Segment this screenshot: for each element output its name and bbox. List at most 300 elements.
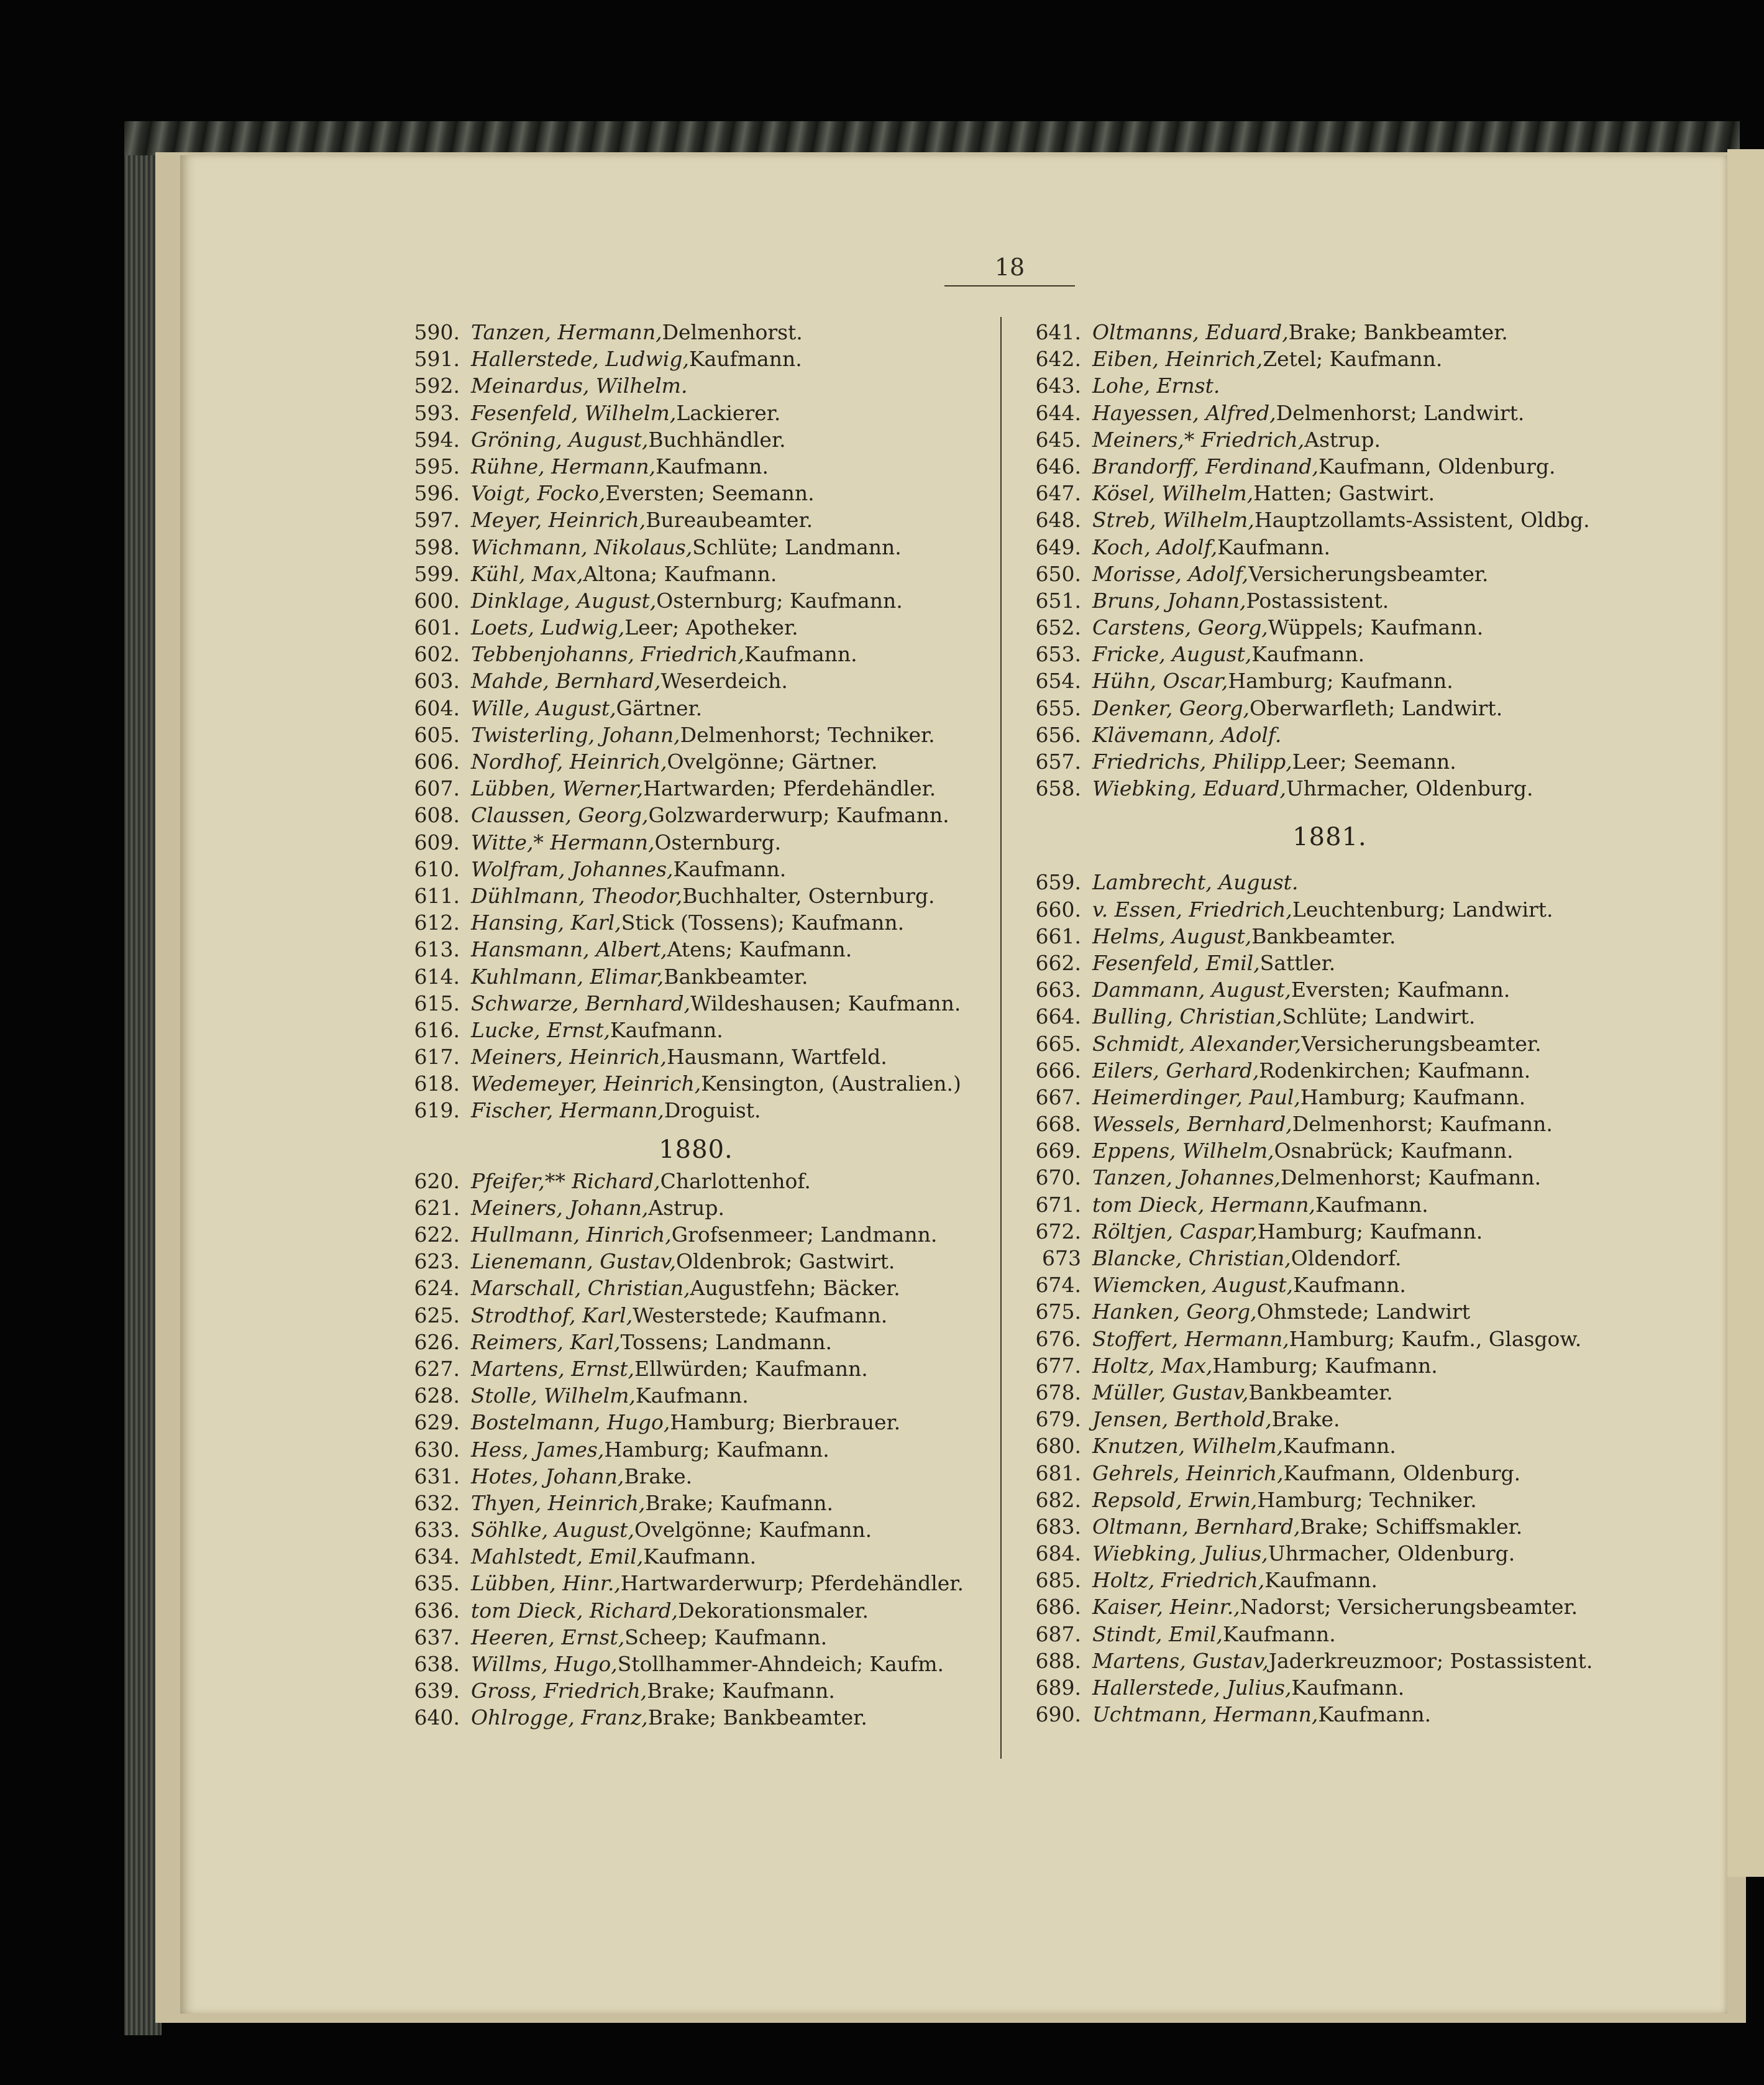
entry-details: Grofsenmeer; Landmann. — [671, 1222, 938, 1247]
entry-number: 657. — [1035, 749, 1081, 774]
list-item — [398, 506, 994, 533]
entry-details: Hamburg; Kaufm., Glasgow. — [1289, 1326, 1582, 1351]
list-item — [398, 426, 994, 453]
entry-number: 684. — [1035, 1541, 1081, 1566]
entry-details: Altona; Kaufmann. — [583, 561, 777, 586]
list-item — [398, 1436, 994, 1463]
list-item — [398, 1382, 994, 1409]
entry-number: 685. — [1035, 1568, 1081, 1593]
entry-number: 651. — [1035, 588, 1081, 613]
entry-name: Wiemcken, August, — [1092, 1273, 1294, 1298]
entry-name: Hühn, Oscar, — [1092, 669, 1228, 694]
list-item — [1019, 1674, 1640, 1701]
entry-details: Kaufmann. — [1283, 1434, 1396, 1459]
entry-name: Meiners, Johann, — [471, 1195, 649, 1220]
entry-number: 677. — [1035, 1353, 1081, 1378]
entry-number: 662. — [1035, 950, 1081, 975]
list-item — [398, 909, 994, 936]
entry-name: Eilers, Gerhard, — [1092, 1058, 1259, 1083]
entry-details: Osternburg; Kaufmann. — [656, 588, 903, 613]
entry-name: Stindt, Emil, — [1092, 1621, 1223, 1646]
entry-details: Hamburg; Kaufmann. — [1212, 1353, 1438, 1378]
list-item — [398, 1248, 994, 1275]
list-item — [398, 722, 994, 748]
entry-name: Hess, James, — [471, 1437, 605, 1462]
entry-details: Zetel; Kaufmann. — [1263, 347, 1443, 372]
entry-number: 654. — [1035, 669, 1081, 694]
list-item — [398, 480, 994, 506]
entry-name: Martens, Gustav, — [1092, 1648, 1269, 1673]
entry-name: Gross, Friedrich, — [471, 1679, 647, 1703]
list-item — [1019, 1593, 1640, 1620]
entry-details: Nadorst; Versicherungsbeamter. — [1240, 1595, 1578, 1620]
list-item — [1019, 319, 1640, 346]
entry-name: Marschall, Christian, — [471, 1276, 690, 1301]
list-item — [398, 856, 994, 882]
entry-number: 607. — [414, 776, 460, 801]
entry-name: Söhlke, August, — [471, 1518, 634, 1542]
entry-name: Gehrels, Heinrich, — [1092, 1460, 1284, 1485]
list-item — [1019, 667, 1640, 694]
entry-number: 627. — [414, 1356, 460, 1381]
list-item — [398, 1355, 994, 1382]
entry-number: 629. — [414, 1410, 460, 1435]
list-item — [1019, 869, 1640, 896]
entry-details: Kaufmann, Oldenburg. — [1283, 1460, 1521, 1485]
list-item — [1019, 1030, 1640, 1057]
list-item — [398, 1194, 994, 1221]
list-item — [398, 1543, 994, 1570]
list-item — [1019, 1111, 1640, 1137]
entry-number: 630. — [414, 1437, 460, 1462]
entry-name: Voigt, Focko, — [471, 481, 606, 506]
entry-name: v. Essen, Friedrich, — [1092, 897, 1292, 922]
entry-details: Hartwarderwurp; Pferdehändler. — [620, 1571, 964, 1596]
entry-details: Kaufmann. — [1251, 642, 1365, 667]
entry-details: Droguist. — [664, 1098, 761, 1123]
entry-details: Leuchtenburg; Landwirt. — [1292, 897, 1553, 922]
list-item — [398, 963, 994, 990]
list-item — [1019, 722, 1640, 748]
entry-name: Kühl, Max, — [471, 561, 583, 586]
list-item — [398, 990, 994, 1017]
entry-number: 610. — [414, 856, 460, 881]
entry-name: Heimerdinger, Paul, — [1092, 1084, 1300, 1109]
entry-number: 618. — [414, 1071, 460, 1096]
entry-name: Morisse, Adolf, — [1092, 561, 1249, 586]
entry-name: Repsold, Erwin, — [1092, 1487, 1258, 1512]
entry-number: 624. — [414, 1276, 460, 1301]
entry-details: Delmenhorst; Techniker. — [680, 722, 935, 747]
list-item — [398, 561, 994, 587]
entry-name: Eiben, Heinrich, — [1092, 347, 1263, 372]
entry-details: Kaufmann. — [643, 1544, 757, 1569]
list-item — [398, 641, 994, 667]
entry-number: 615. — [414, 991, 460, 1015]
entry-number: 687. — [1035, 1621, 1081, 1646]
entry-name: Fesenfeld, Emil, — [1092, 950, 1260, 975]
entry-details: Kaufmann. — [1223, 1621, 1336, 1646]
entry-details: Kaufmann, Oldenburg. — [1318, 454, 1556, 479]
entry-number: 671. — [1035, 1192, 1081, 1217]
entry-name: Hansmann, Albert, — [471, 937, 667, 962]
list-item — [1019, 1460, 1640, 1487]
entry-details: Kaufmann. — [656, 454, 769, 479]
list-item — [398, 748, 994, 775]
list-item — [398, 453, 994, 480]
list-item — [1019, 1057, 1640, 1084]
entry-name: Meyer, Heinrich, — [471, 508, 646, 533]
entry-details: Kaufmann. — [744, 642, 857, 667]
entry-name: Fesenfeld, Wilhelm, — [471, 400, 677, 425]
entry-details: Leer; Seemann. — [1292, 749, 1456, 774]
entry-number: 689. — [1035, 1675, 1081, 1700]
entry-number: 653. — [1035, 642, 1081, 667]
entry-number: 616. — [414, 1017, 460, 1042]
entry-number: 676. — [1035, 1326, 1081, 1351]
entry-number: 593. — [414, 400, 460, 425]
left-column — [398, 319, 994, 1731]
entry-name: Willms, Hugo, — [471, 1652, 618, 1676]
list-item — [398, 1275, 994, 1301]
entry-number: 611. — [414, 883, 460, 908]
entry-name: tom Dieck, Hermann, — [1092, 1192, 1315, 1217]
entry-name: Lübben, Werner, — [471, 776, 644, 801]
entry-name: Wille, August, — [471, 695, 616, 720]
entry-number: 598. — [414, 534, 460, 559]
entry-details: Hamburg; Kaufmann. — [1228, 669, 1453, 694]
list-item — [1019, 1137, 1640, 1164]
entry-number: 602. — [414, 642, 460, 667]
list-item — [1019, 775, 1640, 802]
entry-name: Lohe, Ernst. — [1092, 373, 1220, 398]
entry-name: Wedemeyer, Heinrich, — [471, 1071, 701, 1096]
entry-number: 609. — [414, 830, 460, 855]
entry-name: Bulling, Christian, — [1092, 1004, 1282, 1029]
entry-number: 649. — [1035, 534, 1081, 559]
entry-number: 683. — [1035, 1514, 1081, 1539]
entry-name: Hallerstede, Julius, — [1092, 1675, 1292, 1700]
entry-name: Lienemann, Gustav, — [471, 1249, 676, 1274]
entry-number: 679. — [1035, 1407, 1081, 1432]
entry-name: Dammann, August, — [1092, 978, 1292, 1002]
entry-details: Brake; Kaufmann. — [645, 1490, 833, 1515]
entry-number: 663. — [1035, 978, 1081, 1002]
entry-number: 652. — [1035, 615, 1081, 640]
entry-name: tom Dieck, Richard, — [471, 1598, 679, 1623]
entry-details: Bureaubeamter. — [646, 508, 813, 533]
entry-name: Kaiser, Heinr., — [1092, 1595, 1240, 1620]
entry-number: 597. — [414, 508, 460, 533]
entry-number: 605. — [414, 722, 460, 747]
list-item — [1019, 1701, 1640, 1728]
entry-details: Stollhammer-Ahndeich; Kaufm. — [617, 1652, 944, 1676]
list-item — [398, 400, 994, 426]
list-item — [398, 1490, 994, 1516]
list-item — [398, 1043, 994, 1070]
entry-number: 622. — [414, 1222, 460, 1247]
list-item — [1019, 400, 1640, 426]
list-item — [398, 346, 994, 372]
entry-name: Mahlstedt, Emil, — [471, 1544, 644, 1569]
entry-number: 659. — [1035, 870, 1081, 895]
entry-name: Strodthof, Karl, — [471, 1303, 633, 1327]
entry-number: 603. — [414, 669, 460, 694]
entry-details: Delmenhorst; Kaufmann. — [1292, 1112, 1553, 1137]
entry-details: Brake. — [624, 1464, 693, 1488]
entry-number: 690. — [1035, 1702, 1081, 1727]
list-item — [1019, 1379, 1640, 1406]
entry-details: Leer; Apotheker. — [624, 615, 798, 640]
entry-name: Wichmann, Nikolaus, — [471, 534, 693, 559]
entry-number: 633. — [414, 1518, 460, 1542]
entry-name: Holtz, Max, — [1092, 1353, 1213, 1378]
entry-name: Hansing, Karl, — [471, 910, 621, 935]
entry-name: Rühne, Hermann, — [471, 454, 656, 479]
list-item — [1019, 1567, 1640, 1593]
entry-details: Osternburg. — [654, 830, 782, 855]
entry-number: 612. — [414, 910, 460, 935]
entry-details: Hamburg; Bierbrauer. — [670, 1410, 901, 1435]
entry-details: Lackierer. — [676, 400, 781, 425]
entry-name: Schmidt, Alexander, — [1092, 1031, 1302, 1056]
list-item — [1019, 1191, 1640, 1218]
entry-name: Lambrecht, August. — [1092, 870, 1299, 895]
entry-details: Versicherungsbeamter. — [1301, 1031, 1542, 1056]
list-item — [1019, 1326, 1640, 1352]
entry-number: 634. — [414, 1544, 460, 1569]
entry-number: 637. — [414, 1624, 460, 1649]
entry-details: Ohmstede; Landwirt — [1256, 1299, 1471, 1324]
entry-name: Heeren, Ernst, — [471, 1624, 625, 1649]
list-item — [398, 1017, 994, 1043]
entry-details: Oldendorf. — [1291, 1246, 1402, 1270]
entry-details: Oldenbrok; Gastwirt. — [675, 1249, 895, 1274]
entry-name: Hayessen, Alfred, — [1092, 400, 1276, 425]
list-item — [1019, 1352, 1640, 1379]
list-item — [1019, 748, 1640, 775]
entry-details: Kaufmann. — [1291, 1675, 1405, 1700]
entry-details: Uhrmacher, Oldenburg. — [1286, 776, 1533, 801]
entry-name: Blancke, Christian, — [1092, 1246, 1291, 1270]
list-item — [1019, 1298, 1640, 1325]
list-item — [1019, 1003, 1640, 1030]
entry-details: Bankbeamter. — [1251, 923, 1396, 948]
entry-name: Wiebking, Julius, — [1092, 1541, 1268, 1566]
entry-name: Thyen, Heinrich, — [471, 1490, 646, 1515]
entry-name: Röltjen, Caspar, — [1092, 1219, 1258, 1244]
entry-name: Nordhof, Heinrich, — [471, 749, 667, 774]
entry-name: Müller, Gustav, — [1092, 1380, 1249, 1405]
entry-details: Hamburg; Kaufmann. — [1300, 1084, 1526, 1109]
list-item — [398, 319, 994, 346]
entry-number: 643. — [1035, 373, 1081, 398]
entry-number: 678. — [1035, 1380, 1081, 1405]
entry-number: 596. — [414, 481, 460, 506]
entry-number: 660. — [1035, 897, 1081, 922]
entry-details: Kaufmann. — [1315, 1192, 1428, 1217]
entry-details: Kensington, (Australien.) — [701, 1071, 961, 1096]
entry-number: 625. — [414, 1303, 460, 1327]
entry-details: Postassistent. — [1246, 588, 1389, 613]
entry-details: Kaufmann. — [688, 347, 802, 372]
entry-number: 591. — [414, 347, 460, 372]
entry-name: Loets, Ludwig, — [471, 615, 625, 640]
list-item — [1019, 614, 1640, 641]
entry-details: Rodenkirchen; Kaufmann. — [1259, 1058, 1531, 1083]
entry-number: 636. — [414, 1598, 460, 1623]
entry-number: 619. — [414, 1098, 460, 1123]
entry-name: Mahde, Bernhard, — [471, 669, 661, 694]
list-item — [398, 1409, 994, 1436]
entry-number: 666. — [1035, 1058, 1081, 1083]
list-item — [1019, 372, 1640, 399]
entry-details: Uhrmacher, Oldenburg. — [1268, 1541, 1515, 1566]
list-item — [398, 1221, 994, 1248]
entry-number: 681. — [1035, 1460, 1081, 1485]
entry-details: Oberwarfleth; Landwirt. — [1250, 695, 1503, 720]
list-item — [398, 1677, 994, 1704]
entry-details: Brake; Bankbeamter. — [647, 1705, 867, 1730]
entry-number: 648. — [1035, 508, 1081, 533]
list-item — [398, 667, 994, 694]
entry-number: 628. — [414, 1383, 460, 1408]
entry-details: Brake; Schiffsmakler. — [1300, 1514, 1523, 1539]
entry-name: Oltmann, Bernhard, — [1092, 1514, 1300, 1539]
list-item — [398, 695, 994, 722]
entry-number: 613. — [414, 937, 460, 962]
entry-number: 686. — [1035, 1595, 1081, 1620]
entry-name: Kuhlmann, Elimar, — [471, 964, 664, 989]
entry-details: Eversten; Kaufmann. — [1291, 978, 1510, 1002]
list-item — [398, 372, 994, 399]
entry-details: Hauptzollamts-Assistent, Oldbg. — [1254, 508, 1590, 533]
entry-number: 658. — [1035, 776, 1081, 801]
entry-number: 608. — [414, 803, 460, 828]
entry-details: Kaufmann. — [673, 856, 787, 881]
entry-details: Delmenhorst; Kaufmann. — [1281, 1165, 1542, 1190]
entry-number: 641. — [1035, 320, 1081, 344]
entry-number: 623. — [414, 1249, 460, 1274]
entry-details: Eversten; Seemann. — [605, 481, 815, 506]
list-item — [1019, 1621, 1640, 1647]
entry-details: Wüppels; Kaufmann. — [1268, 615, 1484, 640]
entry-name: Dühlmann, Theodor, — [471, 883, 683, 908]
list-item — [1019, 1487, 1640, 1513]
entry-details: Schlüte; Landmann. — [692, 534, 902, 559]
list-item — [1019, 950, 1640, 976]
entry-number: 646. — [1035, 454, 1081, 479]
list-item — [1019, 561, 1640, 587]
entry-details: Stick (Tossens); Kaufmann. — [621, 910, 905, 935]
entry-number: 655. — [1035, 695, 1081, 720]
entry-number: 604. — [414, 695, 460, 720]
entry-details: Osnabrück; Kaufmann. — [1274, 1139, 1514, 1163]
list-item — [1019, 695, 1640, 722]
header-rule — [944, 285, 1075, 286]
entry-name: Lübben, Hinr., — [471, 1571, 621, 1596]
entry-details: Charlottenhof. — [660, 1168, 811, 1193]
list-item — [398, 614, 994, 641]
entry-name: Friedrichs, Philipp, — [1092, 749, 1292, 774]
entry-name: Tanzen, Johannes, — [1092, 1165, 1281, 1190]
entry-name: Denker, Georg, — [1092, 695, 1250, 720]
entry-details: Augustfehn; Bäcker. — [690, 1276, 900, 1301]
entry-name: Claussen, Georg, — [471, 803, 649, 828]
list-item — [1019, 923, 1640, 950]
entry-details: Kaufmann. — [1293, 1273, 1406, 1298]
entry-details: Ellwürden; Kaufmann. — [634, 1356, 868, 1381]
entry-details: Hartwarden; Pferdehändler. — [643, 776, 936, 801]
list-item — [398, 1516, 994, 1543]
entry-number: 680. — [1035, 1434, 1081, 1459]
entry-details: Kaufmann. — [610, 1017, 723, 1042]
entry-number: 668. — [1035, 1112, 1081, 1137]
entry-details: Kaufmann. — [1264, 1568, 1378, 1593]
entry-name: Carstens, Georg, — [1092, 615, 1268, 640]
entry-details: Hatten; Gastwirt. — [1253, 481, 1435, 506]
right-entries-a — [1019, 319, 1640, 802]
entry-details: Astrup. — [648, 1195, 725, 1220]
entry-number: 626. — [414, 1329, 460, 1354]
entry-details: Golzwarderwurp; Kaufmann. — [648, 803, 949, 828]
list-item — [1019, 453, 1640, 480]
list-item — [398, 1329, 994, 1355]
entry-name: Holtz, Friedrich, — [1092, 1568, 1265, 1593]
entry-name: Knutzen, Wilhelm, — [1092, 1434, 1284, 1459]
entry-details: Scheep; Kaufmann. — [624, 1624, 828, 1649]
page-number: 18 — [994, 254, 1025, 281]
entry-details: Hamburg; Techniker. — [1257, 1487, 1477, 1512]
entry-number: 640. — [414, 1705, 460, 1730]
entry-details: Versicherungsbeamter. — [1248, 561, 1489, 586]
list-item — [398, 1097, 994, 1124]
entry-number: 601. — [414, 615, 460, 640]
list-item — [398, 1704, 994, 1731]
entry-number: 664. — [1035, 1004, 1081, 1029]
entry-number: 650. — [1035, 561, 1081, 586]
entry-details: Ovelgönne; Gärtner. — [667, 749, 878, 774]
list-item — [398, 1624, 994, 1651]
entry-details: Gärtner. — [616, 695, 703, 720]
entry-number: 672. — [1035, 1219, 1081, 1244]
entry-number: 673 — [1042, 1246, 1081, 1270]
entry-details: Hamburg; Kaufmann. — [1257, 1219, 1483, 1244]
list-item — [398, 829, 994, 856]
list-item — [398, 1597, 994, 1624]
entry-number: 620. — [414, 1168, 460, 1193]
entry-number: 682. — [1035, 1487, 1081, 1512]
entry-number: 645. — [1035, 427, 1081, 452]
right-column — [1019, 319, 1640, 1728]
list-item — [398, 775, 994, 802]
entry-number: 638. — [414, 1652, 460, 1676]
entry-details: Ovelgönne; Kaufmann. — [634, 1518, 872, 1542]
entry-details: Atens; Kaufmann. — [667, 937, 852, 962]
list-item — [398, 1570, 994, 1597]
list-item — [1019, 587, 1640, 614]
entry-name: Bostelmann, Hugo, — [471, 1410, 670, 1435]
list-item — [1019, 534, 1640, 561]
list-item — [1019, 1084, 1640, 1111]
entry-number: 665. — [1035, 1031, 1081, 1056]
entry-name: Oltmanns, Eduard, — [1092, 320, 1289, 344]
year-heading-1880: 1880. — [659, 1135, 733, 1164]
entry-name: Gröning, August, — [471, 427, 649, 452]
entry-name: Ohlrogge, Franz, — [471, 1705, 648, 1730]
entry-name: Meiners,* Friedrich, — [1092, 427, 1305, 452]
entry-name: Helms, August, — [1092, 923, 1252, 948]
